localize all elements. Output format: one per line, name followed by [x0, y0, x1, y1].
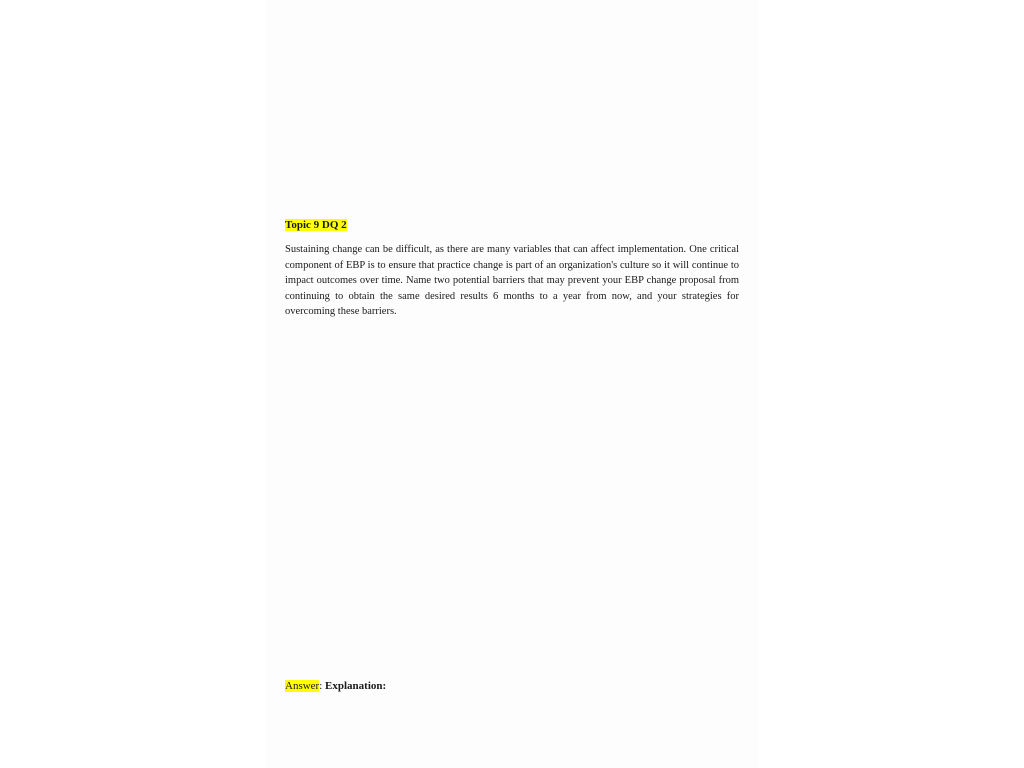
- document-page: [266, 0, 759, 768]
- explanation-label: Explanation:: [325, 680, 387, 692]
- answer-label: Answer: [285, 680, 320, 692]
- answer-line: [285, 679, 739, 693]
- prompt-paragraph: Sustaining change can be difficult, as there are many variables that can affect implementation. One critical component of EBP is to ensure that practice change is part of an organization's culture so it will continue to impact outcomes over time. Name two potential barriers that may prevent your EBP change proposal from continuing to obtain the same desired results 6 months to a year from now, and your strategies for overcoming these barriers.: [285, 244, 739, 317]
- topic-heading: [285, 218, 739, 232]
- topic-title: Topic 9 DQ 2: [285, 219, 347, 231]
- answer-separator: :: [319, 680, 323, 692]
